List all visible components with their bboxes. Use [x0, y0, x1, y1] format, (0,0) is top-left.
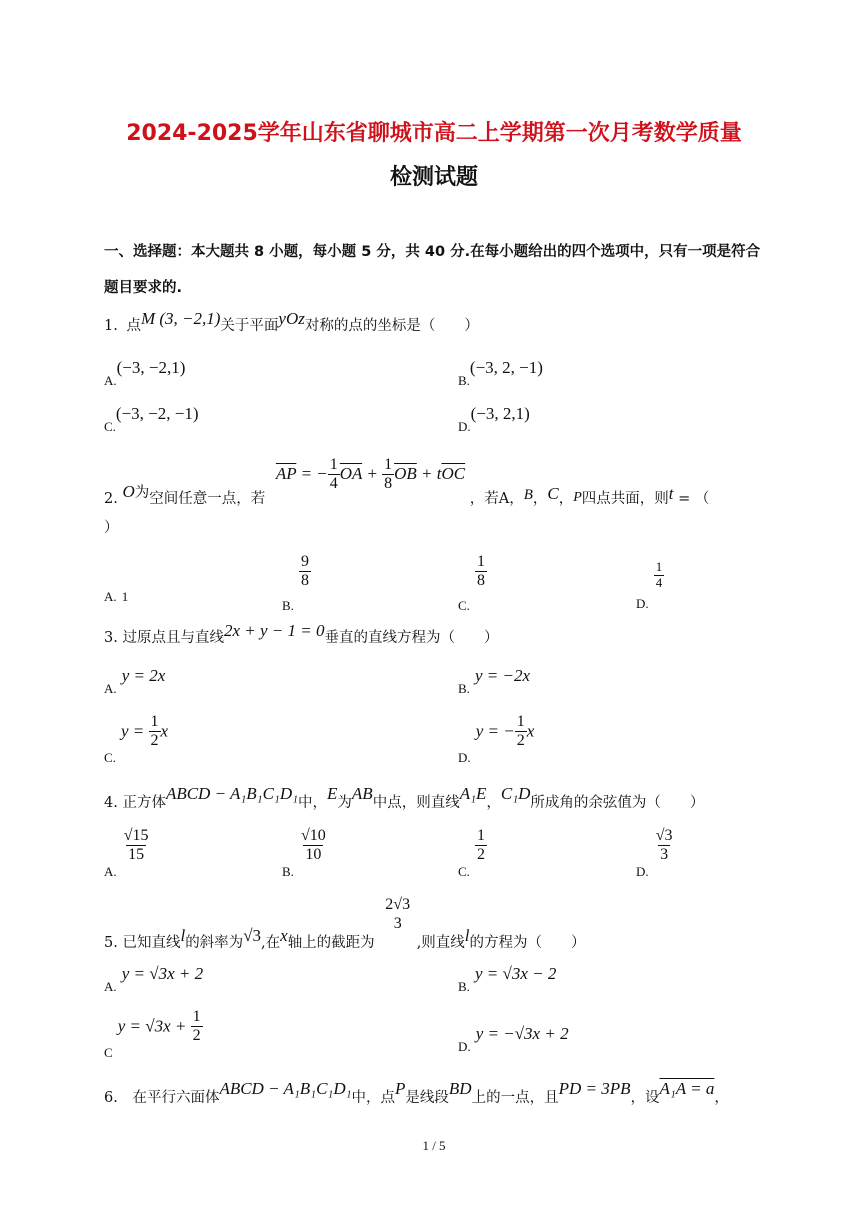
document-title-line2: 检测试题: [389, 165, 478, 190]
fraction: $\frac{1}{2}$: [477, 827, 486, 864]
option-1a: $_{A.}$(−3, −2,1): [104, 358, 186, 388]
fraction: $\frac{1}{8}$: [384, 456, 393, 493]
option-4c: $_{C.}$ $\frac{1}{2}$: [458, 827, 486, 880]
option-5c: $_C$ y = √3x + $\frac{1}{2}$: [104, 1008, 201, 1061]
question-2: 2. O为空间任意一点，若 $\overline{AP}$ = − $\frac{1}{4}$ $\overline{OA}$ + $\frac{1}{8}$ $\overline{OB} + t\overline{OC}$ ，若A，B，C，P四点共面，则t = （: [104, 456, 710, 507]
page-number: 1 / 5: [422, 1138, 446, 1153]
question-number: 1.: [104, 318, 118, 334]
option-3c: $_{C.}$ y = $\frac{1}{2}$ x: [104, 713, 169, 766]
option-1d: $_{D.}$(−3, 2,1): [458, 404, 530, 434]
fraction: $\frac{√3}{3}$: [655, 827, 673, 864]
fraction: $\frac{1}{4}$: [655, 559, 663, 590]
question-4: 4. 正方体ABCD − A₁B₁C₁D₁中，E为AB中点，则直线A₁E，C₁D所成角的余弦值为（ ）: [104, 784, 705, 811]
option-5b: $_{B.}$ y = √3x − 2: [458, 964, 557, 994]
document-title-line1: 2024-2025学年山东省聊城市高二上学期第一次月考数学质量: [126, 121, 742, 146]
option-4d: $_{D.}$ $\frac{√3}{3}$: [636, 827, 673, 880]
option-2d: $_{D.}$ $\frac{1}{4}$: [636, 559, 663, 611]
option-3b: $_{B.}$ y = −2x: [458, 666, 531, 696]
option-3d: $_{D.}$ y = − $\frac{1}{2}$ x: [458, 713, 535, 766]
question-6: 6. 在平行六面体ABCD − A₁B₁C₁D₁中，点P是线段BD上的一点，且PD = 3PB，设A₁A = a，: [104, 1079, 729, 1106]
fraction: 2√3 3: [385, 896, 411, 933]
fraction: $\frac{9}{8}$: [301, 553, 310, 590]
section-instructions-line2: 题目要求的.: [104, 280, 183, 296]
question-1: 1. 点M (3, −2,1)关于平面yOz对称的点的坐标是（ ）: [104, 309, 479, 334]
option-2a: A. 1: [104, 589, 129, 604]
option-5a: $_{A.}$ y = √3x + 2: [104, 964, 204, 994]
fraction: $\frac{1}{2}$: [516, 713, 525, 750]
fraction: $\frac{1}{2}$: [150, 713, 159, 750]
option-5d: $_{D.}$ y = −√3x + 2: [458, 1024, 569, 1054]
question-5: 5. 已知直线l的斜率为√3,在x轴上的截距为 2√3 3 ,则直线l的方程为（ ）: [104, 896, 586, 951]
fraction: $\frac{1}{2}$: [192, 1008, 201, 1045]
option-2c: $_{C.}$ $\frac{1}{8}$: [458, 553, 486, 614]
option-4a: $_{A.}$ $\frac{√15}{15}$: [104, 827, 149, 880]
option-1b: $_{B.}$(−3, 2, −1): [458, 358, 543, 388]
fraction: $\frac{√15}{15}$: [123, 827, 149, 864]
fraction: $\frac{1}{4}$: [329, 456, 338, 493]
question-2-close: ）: [104, 520, 119, 536]
option-4b: $_{B.}$ $\frac{√10}{10}$: [282, 827, 326, 880]
option-1c: $_{C.}$(−3, −2, −1): [104, 404, 199, 434]
fraction: $\frac{1}{8}$: [477, 553, 486, 590]
question-3: 3. 过原点且与直线2x + y − 1 = 0垂直的直线方程为（ ）: [104, 621, 499, 646]
option-2b: $_{B.}$ $\frac{9}{8}$: [282, 553, 310, 614]
fraction: $\frac{√10}{10}$: [301, 827, 326, 864]
section-instructions-line1: 一、选择题：本大题共 8 小题，每小题 5 分，共 40 分.在每小题给出的四个选项中，只有一项是符合: [104, 244, 761, 260]
option-3a: $_{A.}$ y = 2x: [104, 666, 166, 696]
